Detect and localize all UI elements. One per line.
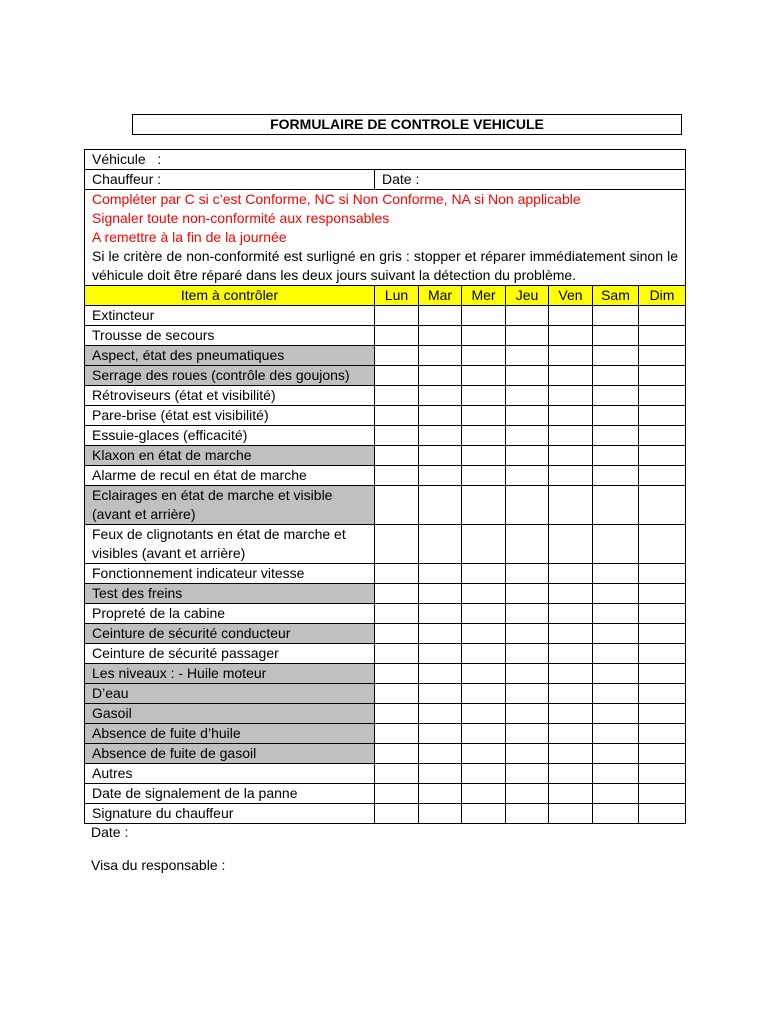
check-cell-sam[interactable] [593,764,639,784]
check-cell-dim[interactable] [639,724,686,744]
check-cell-lun[interactable] [375,306,419,326]
check-cell-sam[interactable] [593,466,639,486]
item-label: Klaxon en état de marche [85,446,375,466]
check-cell-ven[interactable] [549,724,593,744]
check-cell-mer[interactable] [462,584,506,604]
check-cell-jeu[interactable] [506,704,549,724]
check-cell-dim[interactable] [639,764,686,784]
check-cell-jeu[interactable] [506,624,549,644]
item-label: Extincteur [85,306,375,326]
check-cell-ven[interactable] [549,525,593,564]
check-cell-mar[interactable] [419,604,462,624]
table-row [85,724,686,744]
check-cell-ven[interactable] [549,466,593,486]
check-cell-lun[interactable] [375,744,419,764]
check-cell-mer[interactable] [462,525,506,564]
check-cell-ven[interactable] [549,426,593,446]
day-header-ven: Ven [549,286,593,306]
check-cell-dim[interactable] [639,804,686,824]
check-cell-mer[interactable] [462,744,506,764]
table-row [85,525,686,564]
check-cell-sam[interactable] [593,724,639,744]
check-cell-sam[interactable] [593,386,639,406]
table-row [85,386,686,406]
item-label: Rétroviseurs (état et visibilité) [85,386,375,406]
check-cell-dim[interactable] [639,564,686,584]
check-cell-sam[interactable] [593,664,639,684]
table-row [85,306,686,326]
check-cell-mar[interactable] [419,664,462,684]
check-cell-mer[interactable] [462,704,506,724]
item-label: Fonctionnement indicateur vitesse [85,564,375,584]
check-cell-mar[interactable] [419,724,462,744]
check-cell-sam[interactable] [593,584,639,604]
check-cell-mer[interactable] [462,366,506,386]
check-cell-jeu[interactable] [506,426,549,446]
table-row [85,366,686,386]
check-cell-sam[interactable] [593,306,639,326]
item-label: Gasoil [85,704,375,724]
table-row [85,604,686,624]
item-label: D’eau [85,684,375,704]
form-title: FORMULAIRE DE CONTROLE VEHICULE [132,114,682,135]
item-label: Ceinture de sécurité passager [85,644,375,664]
check-cell-mar[interactable] [419,744,462,764]
table-row [85,644,686,664]
check-cell-mar[interactable] [419,466,462,486]
check-cell-mer[interactable] [462,644,506,664]
check-cell-lun[interactable] [375,486,419,525]
check-cell-lun[interactable] [375,466,419,486]
check-cell-mar[interactable] [419,644,462,664]
check-cell-lun[interactable] [375,704,419,724]
check-cell-sam[interactable] [593,704,639,724]
table-row [85,426,686,446]
gray-criteria-note: Si le critère de non-conformité est surligné en gris : stopper et réparer immédiatement sinon le véhicule doit être réparé dans les deux jours suivant la détection du problème. [92,248,679,283]
check-cell-lun[interactable] [375,664,419,684]
table-row [85,564,686,584]
item-label: Signature du chauffeur [85,804,375,824]
check-cell-ven[interactable] [549,684,593,704]
footer-date-label: Date : [91,824,129,840]
item-label: Autres [85,764,375,784]
check-cell-lun[interactable] [375,724,419,744]
check-cell-jeu[interactable] [506,386,549,406]
check-cell-mer[interactable] [462,306,506,326]
instruction-line: Signaler toute non-conformité aux responsables [92,210,390,226]
check-cell-lun[interactable] [375,644,419,664]
day-header-mer: Mer [462,286,506,306]
check-cell-mer[interactable] [462,564,506,584]
check-cell-dim[interactable] [639,386,686,406]
day-header-lun: Lun [375,286,419,306]
check-cell-ven[interactable] [549,326,593,346]
check-cell-dim[interactable] [639,704,686,724]
check-cell-dim[interactable] [639,684,686,704]
check-cell-lun[interactable] [375,525,419,564]
check-cell-lun[interactable] [375,386,419,406]
check-cell-mar[interactable] [419,346,462,366]
check-cell-sam[interactable] [593,784,639,804]
check-cell-jeu[interactable] [506,486,549,525]
check-cell-mar[interactable] [419,784,462,804]
table-row [85,764,686,784]
check-cell-dim[interactable] [639,624,686,644]
check-cell-mer[interactable] [462,346,506,366]
date-field[interactable]: Date : [375,170,686,190]
check-cell-lun[interactable] [375,624,419,644]
check-cell-dim[interactable] [639,426,686,446]
check-cell-mer[interactable] [462,624,506,644]
check-cell-ven[interactable] [549,446,593,466]
check-cell-mar[interactable] [419,804,462,824]
item-label: Eclairages en état de marche et visible (avant et arrière) [85,486,375,525]
check-cell-sam[interactable] [593,624,639,644]
check-cell-dim[interactable] [639,664,686,684]
day-header-mar: Mar [419,286,462,306]
check-cell-ven[interactable] [549,366,593,386]
check-cell-sam[interactable] [593,406,639,426]
check-cell-dim[interactable] [639,644,686,664]
item-label: Trousse de secours [85,326,375,346]
check-cell-lun[interactable] [375,784,419,804]
check-cell-ven[interactable] [549,804,593,824]
check-cell-dim[interactable] [639,584,686,604]
item-label: Date de signalement de la panne [85,784,375,804]
check-cell-sam[interactable] [593,804,639,824]
item-label: Essuie-glaces (efficacité) [85,426,375,446]
check-cell-jeu[interactable] [506,306,549,326]
check-cell-jeu[interactable] [506,446,549,466]
check-cell-mer[interactable] [462,426,506,446]
check-cell-lun[interactable] [375,446,419,466]
check-cell-jeu[interactable] [506,744,549,764]
visa-responsable-label: Visa du responsable : [91,857,226,873]
check-cell-ven[interactable] [549,564,593,584]
table-row [85,684,686,704]
table-header-row [85,286,686,306]
day-header-jeu: Jeu [506,286,549,306]
check-cell-lun[interactable] [375,584,419,604]
check-cell-jeu[interactable] [506,584,549,604]
chauffeur-field[interactable]: Chauffeur : [85,170,375,190]
check-cell-mar[interactable] [419,366,462,386]
check-cell-ven[interactable] [549,486,593,525]
check-cell-lun[interactable] [375,326,419,346]
table-row [85,784,686,804]
check-cell-mar[interactable] [419,306,462,326]
item-label: Feux de clignotants en état de marche et visibles (avant et arrière) [85,525,375,564]
check-cell-lun[interactable] [375,764,419,784]
check-cell-mer[interactable] [462,326,506,346]
day-header-sam: Sam [593,286,639,306]
check-cell-dim[interactable] [639,784,686,804]
check-cell-jeu[interactable] [506,784,549,804]
item-column-header: Item à contrôler [85,286,375,306]
check-cell-ven[interactable] [549,664,593,684]
check-cell-mer[interactable] [462,764,506,784]
check-cell-mar[interactable] [419,406,462,426]
instructions-block [85,190,686,286]
check-cell-mar[interactable] [419,486,462,525]
check-cell-ven[interactable] [549,406,593,426]
check-cell-mer[interactable] [462,604,506,624]
check-cell-mer[interactable] [462,784,506,804]
table-row [85,704,686,724]
check-cell-ven[interactable] [549,644,593,664]
vehicule-field[interactable]: Véhicule : [85,150,686,170]
check-cell-dim[interactable] [639,604,686,624]
check-cell-dim[interactable] [639,486,686,525]
check-cell-lun[interactable] [375,604,419,624]
check-cell-mar[interactable] [419,764,462,784]
check-cell-jeu[interactable] [506,366,549,386]
check-cell-jeu[interactable] [506,525,549,564]
check-cell-lun[interactable] [375,564,419,584]
check-cell-mer[interactable] [462,486,506,525]
check-cell-jeu[interactable] [506,664,549,684]
table-row [85,744,686,764]
item-label: Test des freins [85,584,375,604]
check-cell-ven[interactable] [549,784,593,804]
check-cell-ven[interactable] [549,604,593,624]
check-cell-ven[interactable] [549,584,593,604]
check-cell-lun[interactable] [375,684,419,704]
item-label: Pare-brise (état est visibilité) [85,406,375,426]
check-cell-jeu[interactable] [506,644,549,664]
check-cell-dim[interactable] [639,346,686,366]
check-cell-mar[interactable] [419,704,462,724]
check-cell-jeu[interactable] [506,326,549,346]
instruction-line: A remettre à la fin de la journée [92,229,287,245]
item-label: Alarme de recul en état de marche [85,466,375,486]
check-cell-ven[interactable] [549,744,593,764]
check-cell-dim[interactable] [639,466,686,486]
check-cell-dim[interactable] [639,326,686,346]
check-cell-jeu[interactable] [506,564,549,584]
check-cell-sam[interactable] [593,684,639,704]
check-cell-dim[interactable] [639,406,686,426]
check-cell-lun[interactable] [375,426,419,446]
instruction-line: Compléter par C si c’est Conforme, NC si Non Conforme, NA si Non applicable [92,191,581,207]
check-cell-mar[interactable] [419,624,462,644]
check-cell-sam[interactable] [593,446,639,466]
check-cell-jeu[interactable] [506,406,549,426]
check-cell-sam[interactable] [593,564,639,584]
check-cell-mar[interactable] [419,386,462,406]
check-cell-mar[interactable] [419,326,462,346]
check-cell-lun[interactable] [375,346,419,366]
table-row [85,804,686,824]
check-cell-dim[interactable] [639,366,686,386]
item-label: Absence de fuite d’huile [85,724,375,744]
check-cell-mar[interactable] [419,584,462,604]
check-cell-mer[interactable] [462,804,506,824]
check-cell-jeu[interactable] [506,684,549,704]
check-cell-mer[interactable] [462,386,506,406]
table-row [85,406,686,426]
table-row [85,486,686,525]
check-cell-jeu[interactable] [506,346,549,366]
table-row [85,446,686,466]
check-cell-ven[interactable] [549,346,593,366]
check-cell-sam[interactable] [593,346,639,366]
check-cell-ven[interactable] [549,624,593,644]
check-cell-jeu[interactable] [506,804,549,824]
day-header-dim: Dim [639,286,686,306]
check-cell-jeu[interactable] [506,724,549,744]
item-label: Absence de fuite de gasoil [85,744,375,764]
check-cell-sam[interactable] [593,644,639,664]
check-cell-sam[interactable] [593,326,639,346]
check-cell-mer[interactable] [462,406,506,426]
check-cell-dim[interactable] [639,525,686,564]
item-label: Serrage des roues (contrôle des goujons) [85,366,375,386]
check-cell-sam[interactable] [593,604,639,624]
check-cell-mer[interactable] [462,466,506,486]
item-label: Aspect, état des pneumatiques [85,346,375,366]
check-cell-ven[interactable] [549,306,593,326]
check-cell-dim[interactable] [639,446,686,466]
check-cell-mar[interactable] [419,446,462,466]
check-cell-mar[interactable] [419,564,462,584]
check-cell-ven[interactable] [549,764,593,784]
check-cell-sam[interactable] [593,744,639,764]
check-cell-mar[interactable] [419,426,462,446]
check-cell-mer[interactable] [462,684,506,704]
item-label: Ceinture de sécurité conducteur [85,624,375,644]
check-cell-sam[interactable] [593,366,639,386]
check-cell-lun[interactable] [375,366,419,386]
table-row [85,326,686,346]
check-cell-dim[interactable] [639,306,686,326]
check-cell-ven[interactable] [549,704,593,724]
item-label: Propreté de la cabine [85,604,375,624]
check-cell-ven[interactable] [549,386,593,406]
control-form-table [84,149,686,824]
table-row [85,584,686,604]
check-cell-dim[interactable] [639,744,686,764]
check-cell-mer[interactable] [462,446,506,466]
table-row [85,664,686,684]
check-cell-jeu[interactable] [506,764,549,784]
table-row [85,624,686,644]
check-cell-sam[interactable] [593,426,639,446]
check-cell-sam[interactable] [593,486,639,525]
check-cell-lun[interactable] [375,406,419,426]
check-cell-mer[interactable] [462,724,506,744]
table-row [85,346,686,366]
check-cell-mar[interactable] [419,684,462,704]
item-label: Les niveaux : - Huile moteur [85,664,375,684]
check-cell-sam[interactable] [593,525,639,564]
check-cell-mar[interactable] [419,525,462,564]
check-cell-jeu[interactable] [506,466,549,486]
table-row [85,466,686,486]
check-cell-jeu[interactable] [506,604,549,624]
check-cell-mer[interactable] [462,664,506,684]
check-cell-lun[interactable] [375,804,419,824]
